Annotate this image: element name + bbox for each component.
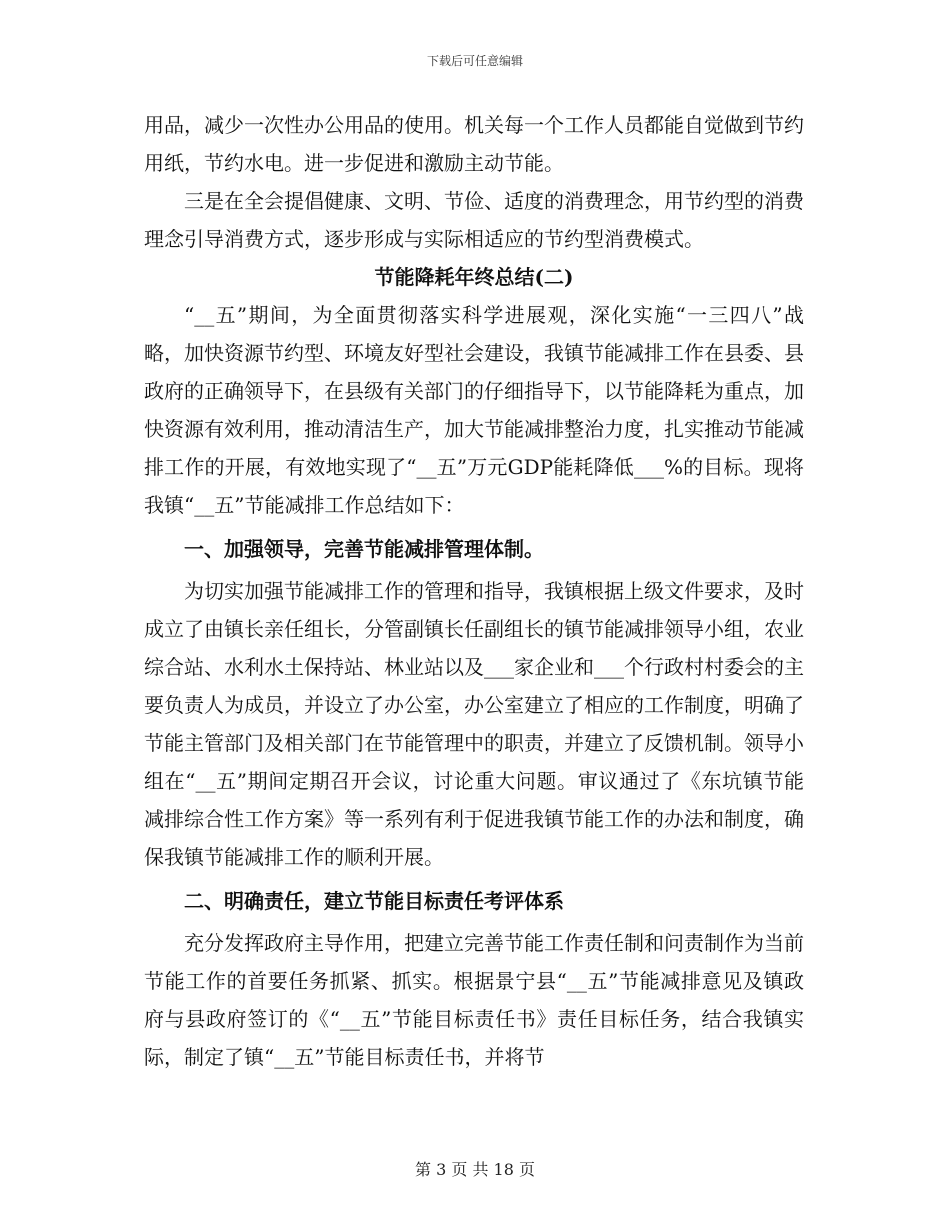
intro-paragraph: “__五”期间，为全面贯彻落实科学进展观，深化实施“一三四八”战略，加快资源节约型、环境友好型社会建设，我镇节能减排工作在县委、县政府的正确领导下，在县级有关部门的仔细指导下，以节能降耗为重点，加快资源有效利用，推动清洁生产，加大节能减排整治力度，扎实推动节能减排工作的开展，有效地实现了“__五”万元GDP能耗降低___%的目标。现将我镇“__五”节能减排工作总结如下： [144, 303, 804, 517]
section-title: 节能降耗年终总结(二) [374, 265, 574, 289]
page-footer: 第 3 页 共 18 页 [415, 1160, 535, 1179]
section-2-heading: 二、明确责任，建立节能目标责任考评体系 [184, 889, 564, 913]
header-note: 下载后可任意编辑 [426, 54, 523, 68]
document-body [144, 106, 804, 1076]
paragraph-continued: 用品，减少一次性办公用品的使用。机关每一个工作人员都能自觉做到节约用纸，节约水电。进一步促进和激励主动节能。 [144, 113, 804, 175]
section-2-body: 充分发挥政府主导作用，把建立完善节能工作责任制和问责制作为当前节能工作的首要任务抓紧、抓实。根据景宁县“__五”节能减排意见及镇政府与县政府签订的《“__五”节能目标责任书》责任目标任务，结合我镇实际，制定了镇“__五”节能目标责任书，并将节 [144, 931, 804, 1069]
paragraph-consumption: 三是在全会提倡健康、文明、节俭、适度的消费理念，用节约型的消费理念引导消费方式，逐步形成与实际相适应的节约型消费模式。 [144, 189, 804, 251]
section-1-body: 为切实加强节能减排工作的管理和指导，我镇根据上级文件要求，及时成立了由镇长亲任组长，分管副镇长任副组长的镇节能减排领导小组，农业综合站、水利水土保持站、林业站以及___家企业和___个行政村村委会的主要负责人为成员，并设立了办公室，办公室建立了相应的工作制度，明确了节能主管部门及相关部门在节能管理中的职责，并建立了反馈机制。领导小组在“__五”期间定期召开会议，讨论重大问题。审议通过了《东坑镇节能减排综合性工作方案》等一系列有利于促进我镇节能工作的办法和制度，确保我镇节能减排工作的顺利开展。 [144, 579, 804, 869]
section-1-heading: 一、加强领导，完善节能减排管理体制。 [184, 537, 544, 561]
